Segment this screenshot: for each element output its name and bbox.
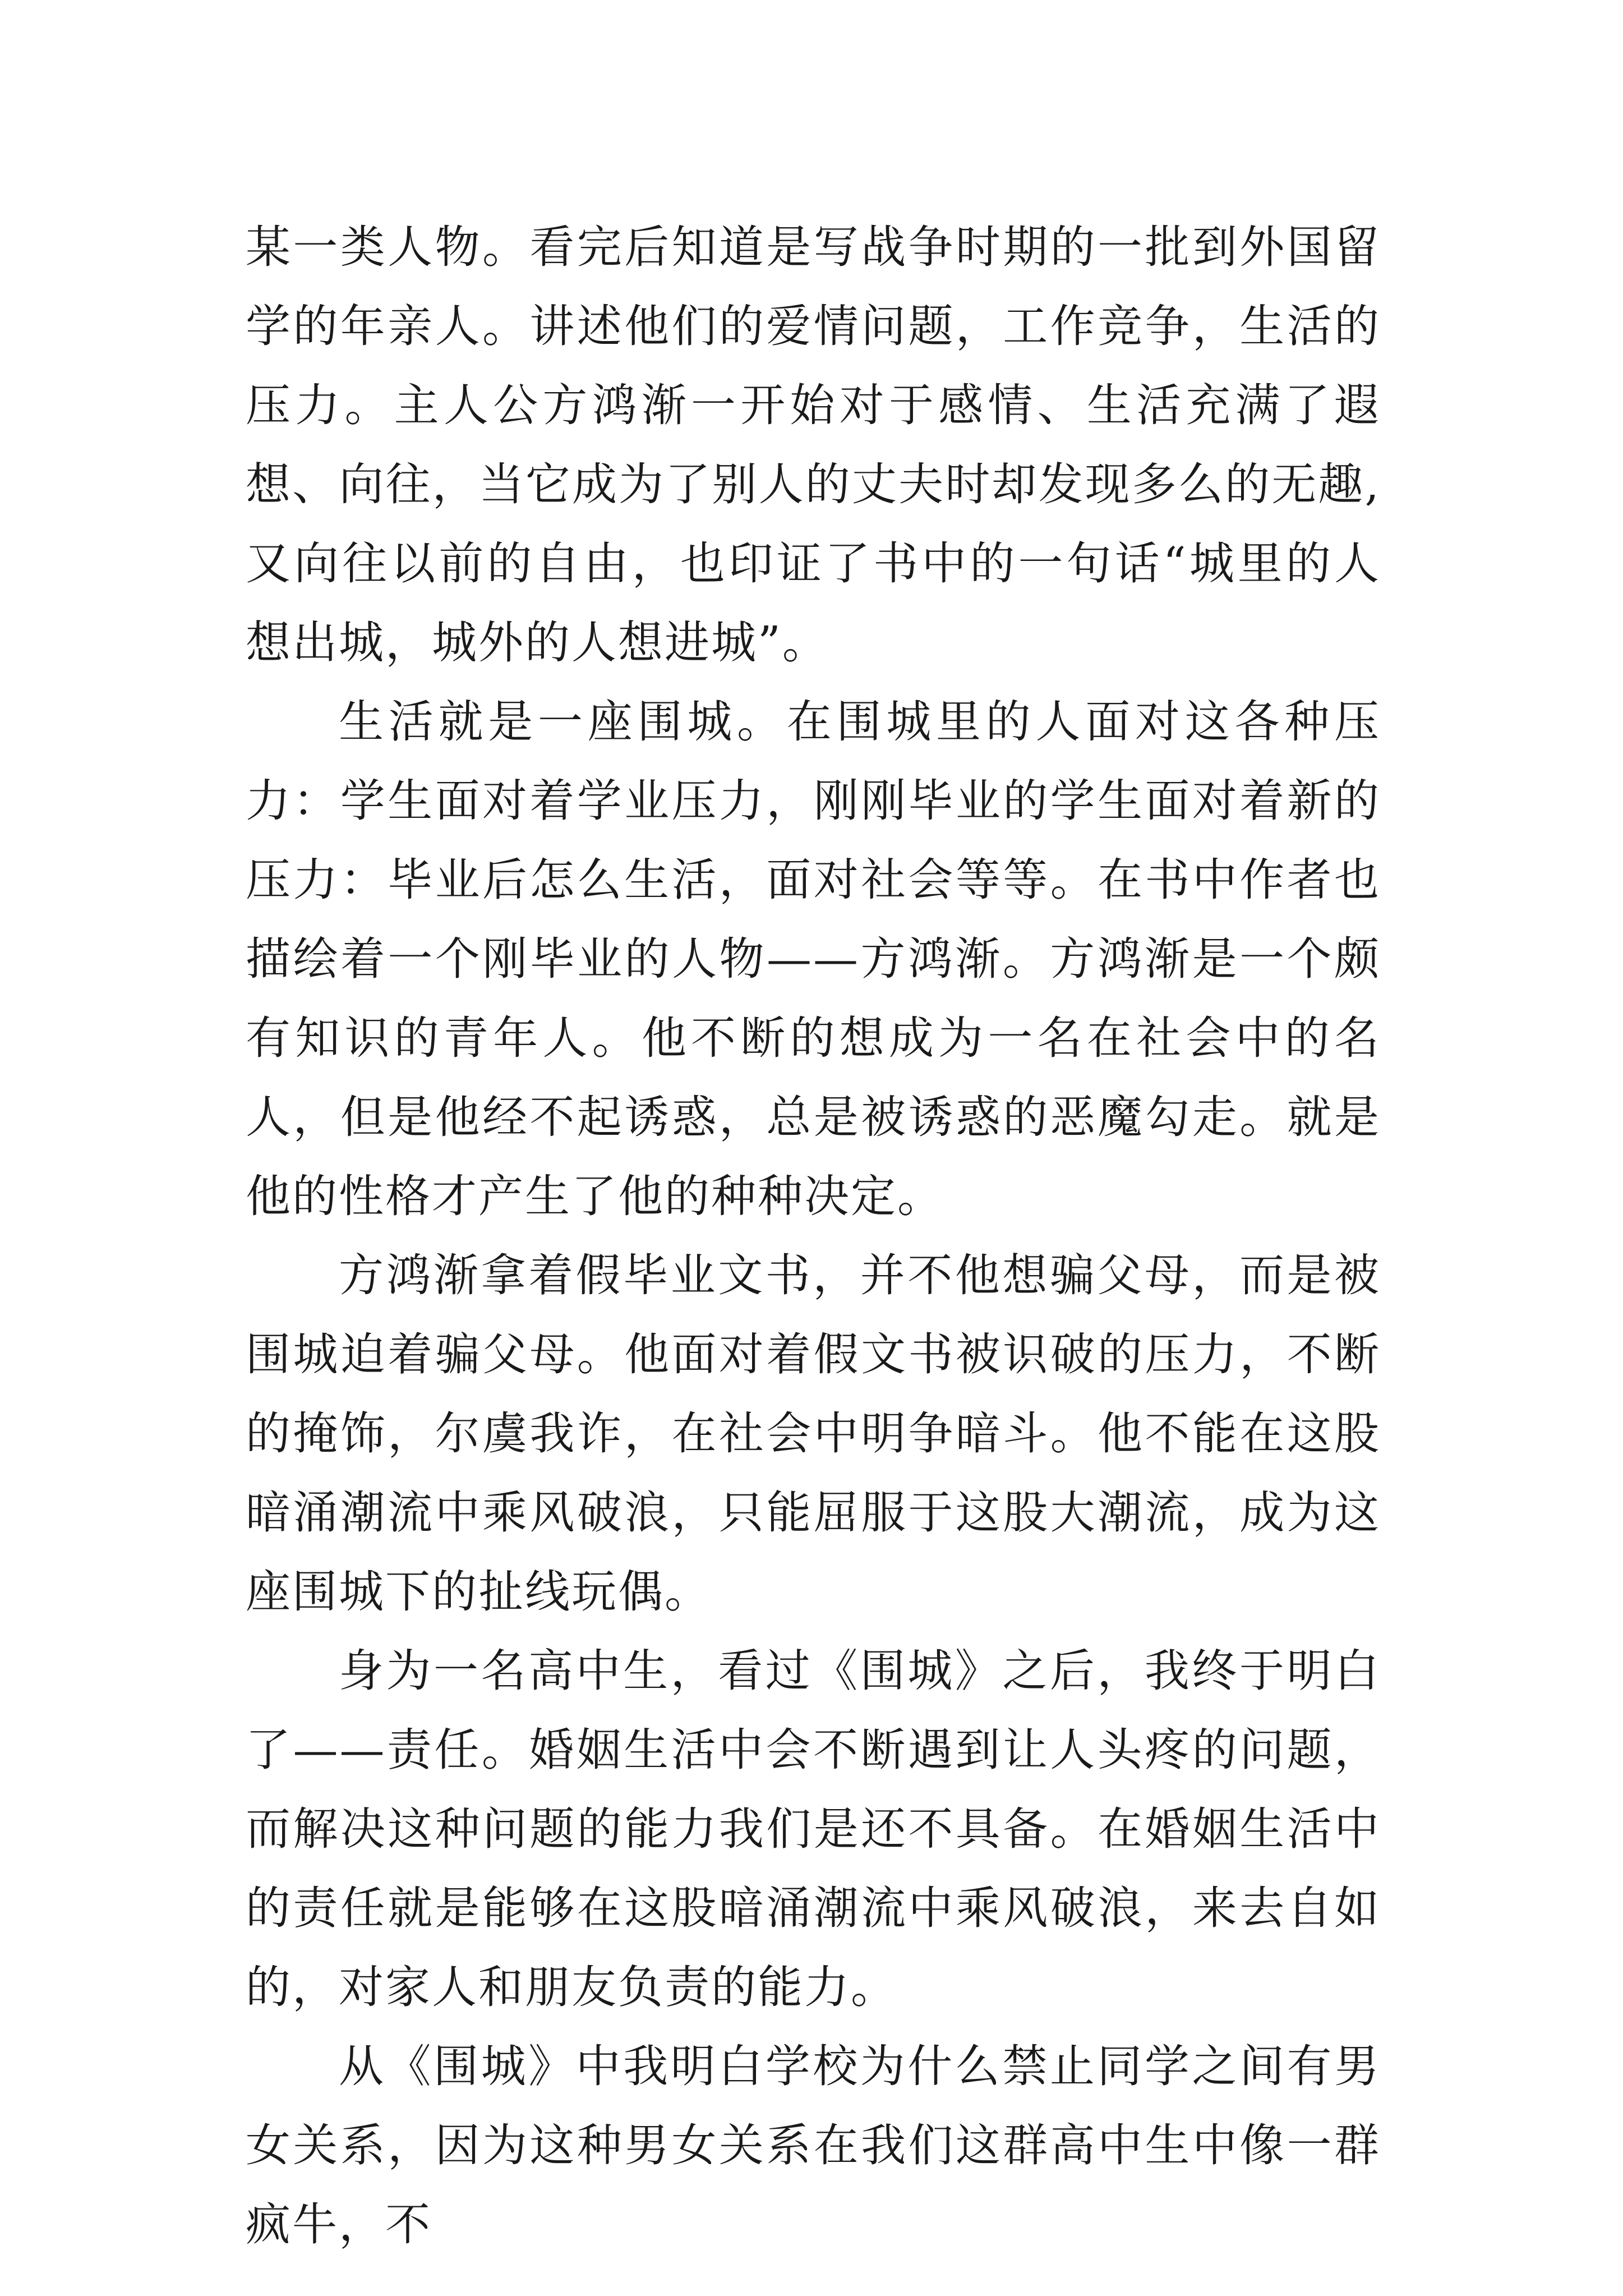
paragraph: 身为一名高中生，看过《围城》之后，我终于明白了——责任。婚姻生活中会不断遇到让人头疼的问题，而解决这种问题的能力我们是还不具备。在婚姻生活中的责任就是能够在这股暗涌潮流中乘风破浪，来去自如的，对家人和朋友负责的能力。: [246, 1645, 1381, 2013]
paragraph: 从《围城》中我明白学校为什么禁止同学之间有男女关系，因为这种男女关系在我们这群高中生中像一群疯牛，不: [246, 2040, 1381, 2251]
paragraph-continued: 某一类人物。看完后知道是写战争时期的一批到外国留学的年亲人。讲述他们的爱情问题，工作竞争，生活的压力。主人公方鸿渐一开始对于感情、生活充满了遐想、向往，当它成为了别人的丈夫时却发现多么的无趣,又向往以前的自由，也印证了书中的一句话“城里的人想出城，城外的人想进城”。: [246, 221, 1381, 669]
paragraph: 生活就是一座围城。在围城里的人面对这各种压力：学生面对着学业压力，刚刚毕业的学生面对着新的压力：毕业后怎么生活，面对社会等等。在书中作者也描绘着一个刚毕业的人物——方鸿渐。方鸿渐是一个颇有知识的青年人。他不断的想成为一名在社会中的名人，但是他经不起诱惑，总是被诱惑的恶魔勾走。就是他的性格才产生了他的种种决定。: [246, 696, 1381, 1222]
paragraph: 方鸿渐拿着假毕业文书，并不他想骗父母，而是被围城迫着骗父母。他面对着假文书被识破的压力，不断的掩饰，尔虞我诈，在社会中明争暗斗。他不能在这股暗涌潮流中乘风破浪，只能屈服于这股大潮流，成为这座围城下的扯线玩偶。: [246, 1249, 1381, 1618]
body-text: [246, 208, 1381, 2264]
